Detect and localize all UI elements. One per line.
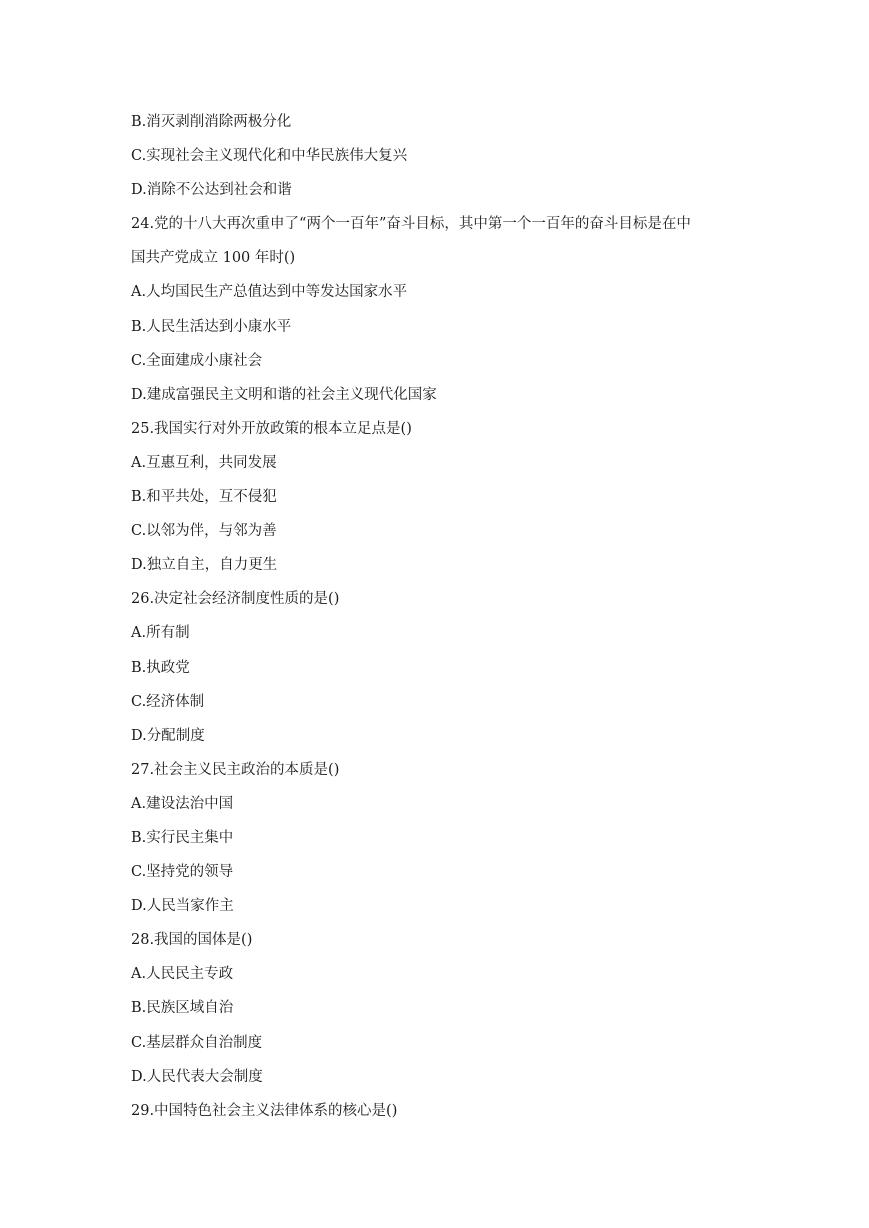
- option-line: B.消灭剥削消除两极分化: [131, 114, 292, 130]
- option-line: D.分配制度: [131, 727, 205, 744]
- option-line: C.经济体制: [131, 693, 205, 710]
- option-line: A.所有制: [131, 625, 190, 642]
- option-line: C.基层群众自治制度: [131, 1034, 263, 1051]
- question-line: 29.中国特色社会主义法律体系的核心是(): [131, 1102, 398, 1119]
- option-line: D.建成富强民主文明和谐的社会主义现代化国家: [131, 386, 437, 403]
- question-line-continued: 国共产党成立 100 年时(): [131, 250, 296, 267]
- option-line: C.以邻为伴，与邻为善: [131, 523, 277, 540]
- option-line: D.人民当家作主: [131, 898, 234, 915]
- question-list: [131, 108, 771, 1131]
- option-line: A.人均国民生产总值达到中等发达国家水平: [131, 284, 408, 301]
- question-line: 25.我国实行对外开放政策的根本立足点是(): [131, 420, 412, 437]
- option-line: D.消除不公达到社会和谐: [131, 182, 292, 199]
- option-line: C.全面建成小康社会: [131, 352, 263, 369]
- option-line: B.民族区域自治: [131, 1000, 234, 1017]
- option-line: B.执政党: [131, 659, 190, 676]
- option-line: A.互惠互利，共同发展: [131, 454, 277, 471]
- option-line: B.和平共处，互不侵犯: [131, 489, 277, 506]
- option-line: D.独立自主，自力更生: [131, 557, 278, 574]
- option-line: A.人民民主专政: [131, 966, 234, 983]
- question-line: 27.社会主义民主政治的本质是(): [131, 761, 340, 778]
- option-line: D.人民代表大会制度: [131, 1068, 263, 1085]
- option-line: C.实现社会主义现代化和中华民族伟大复兴: [131, 148, 408, 165]
- question-line: 24.党的十八大再次重申了“两个一百年”奋斗目标，其中第一个一百年的奋斗目标是在中: [131, 216, 691, 233]
- option-line: B.实行民主集中: [131, 829, 234, 846]
- option-line: C.坚持党的领导: [131, 864, 234, 881]
- question-line: 28.我国的国体是(): [131, 932, 253, 949]
- question-line: 26.决定社会经济制度性质的是(): [131, 591, 340, 608]
- option-line: A.建设法治中国: [131, 795, 234, 812]
- option-line: B.人民生活达到小康水平: [131, 318, 292, 335]
